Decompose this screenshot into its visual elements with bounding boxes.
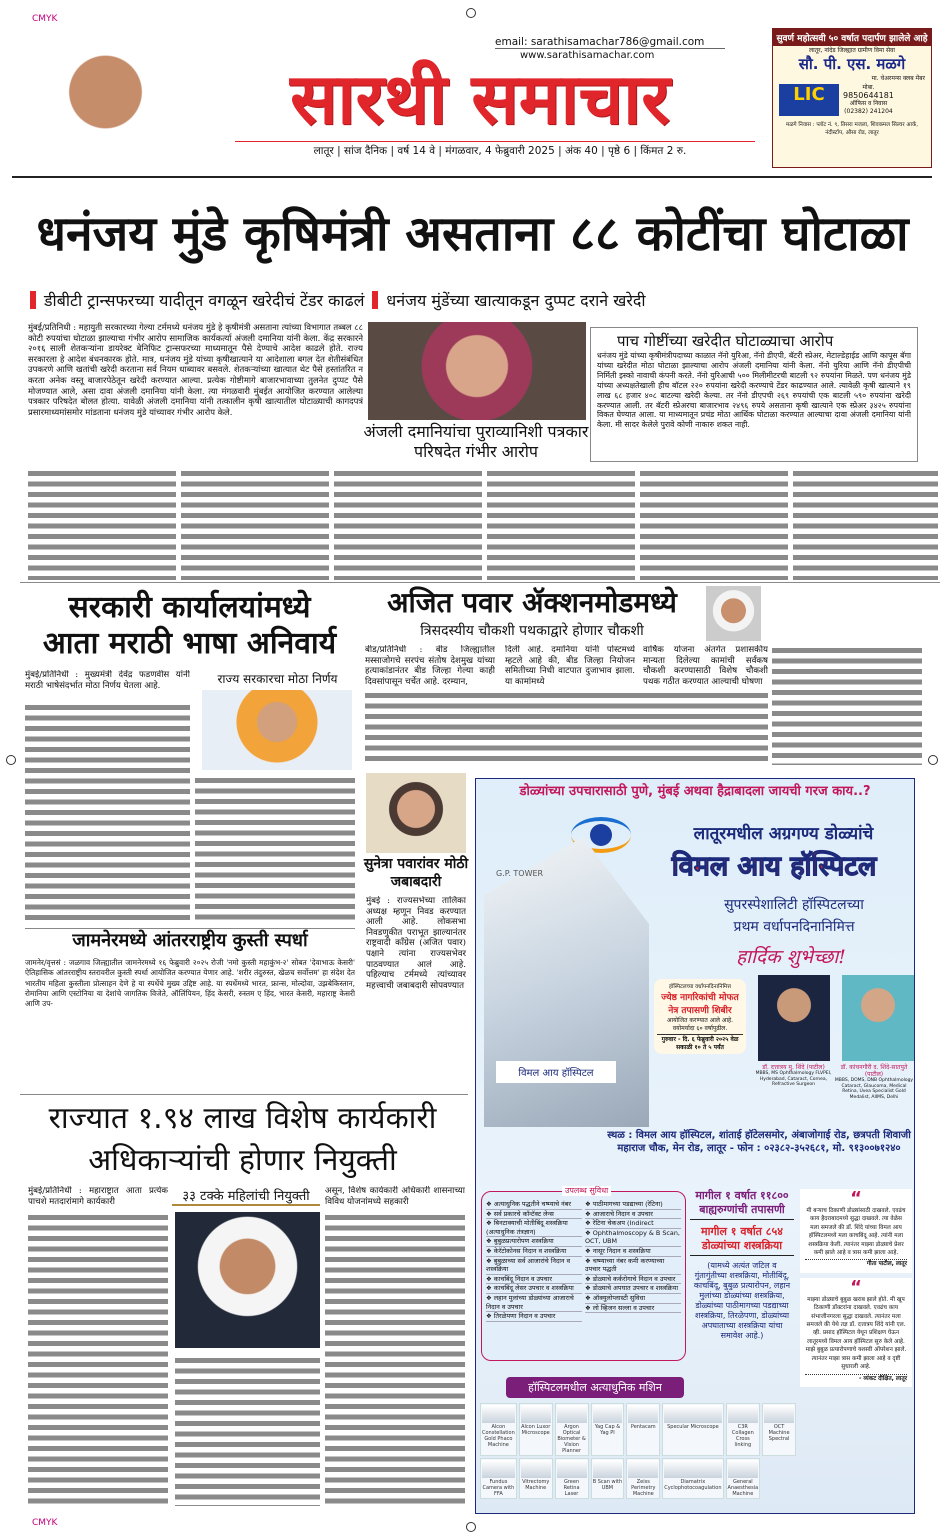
facility-item: ❖ सर्व प्रकारचे कॉन्टॅक्ट लेन्स [486, 1210, 582, 1220]
facility-item: ❖ Ophthalmoscopy & B Scan, OCT, UBM [585, 1228, 680, 1246]
testimonial-card [800, 1189, 912, 1273]
facility-item: ❖ पाठीमागच्या पडद्याच्या (रेटिना) [585, 1200, 681, 1210]
camp-title: ज्येष्ठ नागरिकांची मोफत नेत्र तपासणी शिबीर [661, 993, 739, 1016]
facility-item: ❖ बुबुळाच्या सर्व आजारांचे निदान व शस्त्रक्रिया [486, 1257, 582, 1275]
testimonial-2-text: माझ्या डोळ्याचे बुबुळ खराब झाले होते. मी खूप ठिकाणी डॉक्टरांना दाखवले. एवढंच काय संभाजीनगरला सुद्धा दाखवले. त्यानंतर मला समजले की येथे तज्ञ डॉ. दत्तात्रय शिंदे यांनी एल. व्ही. प्रसाद हॉस्पिटल येथून प्रशिक्षण घेऊन लातूरमध्ये विमल आय हॉस्पिटल सुरु केले आहे. माझे बुबुळ प्रत्यारोपणाचे यशस्वी ऑपरेशन झाले. त्यानंतर माझा त्रास कमी झाला आहे व दृष्टी सुधारली आहे. [805, 1296, 907, 1371]
lead-subhead-2: धनंजय मुंडेंच्या खात्याकडून दुप्पट दराने खरेदी [386, 291, 646, 310]
officers-text-2 [175, 1355, 320, 1506]
machine-label: Alcon Constellation Gold Phaco Machine [482, 1424, 515, 1448]
machine-item [726, 1403, 761, 1456]
camp-note: आयोजित करण्यात आले आहे. वयोमर्यादा ६० वर्षापुढील. [666, 1017, 734, 1032]
stat-note: (यामध्ये अत्यंत जटिल व गुंतागुंतीच्या शस्त्रक्रिया, मोतीबिंदू, काचबिंदू, बुबुळ प्रत्यारोपन, लहान मुलांच्या डोळ्यांच्या शस्त्रक्रिया, डोळ्यांच्या पाठीमागच्या पडद्याच्या शस्त्रक्रिया, तिरळेपणा, डोळ्यांच्या अपघाताच्या शस्त्रक्रिया यांचा समावेश आहे.) [693, 1261, 791, 1340]
dateline: लातूर | सांज दैनिक | वर्ष 14 वे | मंगळवार, 4 फेब्रुवारी 2025 | अंक 40 | पृष्ठे 6 | किंमत 2 रु. [313, 145, 687, 157]
marathi-story-text [25, 702, 190, 924]
testimonial-1-author: गीता पाटील, लातूर [805, 1259, 907, 1268]
machine-item [519, 1403, 553, 1456]
machine-image [728, 1405, 759, 1423]
machine-image [521, 1460, 551, 1478]
lic-logo: LIC [779, 84, 839, 116]
facility-item: ❖ डोळ्याचे कर्करोगाचे निदान व उपचार [585, 1275, 681, 1285]
machines-grid [480, 1403, 796, 1499]
machine-label: Vitrectomy Machine [522, 1479, 550, 1491]
marathi-story-text-2 [195, 775, 355, 925]
ad-top-line: डोळ्यांच्या उपचारासाठी पुणे, मुंबई अथवा हैद्राबादला जायची गरज काय..? [519, 784, 871, 799]
marathi-story-headline [22, 590, 357, 662]
machine-image [728, 1460, 759, 1478]
registration-mark-icon [6, 755, 16, 765]
building-sign: विमल आय हॉस्पिटल [496, 1061, 616, 1083]
marathi-headline-line2: आता मराठी भाषा अनिवार्य [42, 626, 337, 661]
quote-icon: “ [850, 1276, 862, 1298]
officers-body-right: असून, विशेष कार्यकारी अधिकारी शासनाच्या विविध योजनांमध्ये सहकारी [325, 1186, 465, 1207]
ad-hospital-name: विमल आय हॉस्पिटल [671, 851, 877, 882]
lic-address: मळगे निवास : प्लॉट नं. ९, तिसरा मजला, शिवकमल सिल्वर आर्क, नंदीस्टॉप, औसा रोड, लातूर [786, 122, 918, 136]
officers-body-left: मुंबई/प्रतिनिधी : महाराष्ट्रात आता प्रत्येक पाचशे मतदारांमागे कार्यकारी [28, 1186, 168, 1207]
lic-agent-name: सौ. पी. एस. मळगे [798, 55, 906, 73]
facility-item: ❖ केरॅटोकोनस निदान व शस्त्रक्रिया [486, 1247, 582, 1257]
machine-image [521, 1405, 551, 1423]
facility-item: ❖ चष्म्याच्या नंबर कमी करण्याच्या उपचार पद्धती [585, 1257, 681, 1275]
machine-image [628, 1405, 658, 1423]
machine-item [762, 1403, 796, 1456]
doctor-1-name: डॉ. दत्तात्रय मु. शिंदे (पाटील) [762, 1064, 825, 1071]
officers-headline-line2: अधिकाऱ्यांची होणार नियुक्ती [88, 1143, 397, 1178]
facilities-right-list [585, 1200, 681, 1352]
lic-mobile-label: मोबा. [862, 84, 875, 91]
lead-photo-caption: अंजली दमानियांचा पुराव्यानिशी पत्रकार परिषदेत गंभीर आरोप [363, 422, 589, 461]
machine-image [557, 1460, 587, 1478]
quote-icon: “ [850, 1188, 862, 1209]
lead-subheads [30, 289, 920, 311]
registration-mark-icon [928, 755, 938, 765]
cmyk-mark-top: CMYK [32, 14, 58, 24]
machine-label: Argon Optical Biometer & Vision Planner [557, 1424, 586, 1454]
testimonial-2-author: - व्यंकट दीक्षित, लातूर [805, 1374, 907, 1383]
machine-image [628, 1460, 658, 1478]
lead-continued-columns [28, 468, 938, 580]
lic-tagline: लातूर, नांदेड जिल्ह्यात ग्रामीण विमा सेवा [809, 47, 895, 54]
ajit-story-headline: अजित पवार ॲक्शनमोडमध्ये [387, 586, 677, 619]
doctor-1-quals: MBBS, MS Ophthalmology FLVPEI, Hyderabad, Cataract, Cornea, Refractive Surgeon [755, 1071, 832, 1087]
machines-title: हॉस्पिटलमधील अत्याधुनिक मशिन [506, 1377, 684, 1398]
machine-label: Zeiss Perimetry Machine [631, 1479, 656, 1497]
doctor-photo [842, 975, 914, 1061]
stats-column [690, 1189, 794, 1341]
building-label: G.P. TOWER [496, 869, 544, 878]
ajit-story-col2: दिली आहे. दमानिया यांनी पोस्टमध्ये म्हटले आहे की, बीड जिल्हा नियोजन समितीच्या निधी वाटपात दुजाभाव झाला. या कामांमध्ये [505, 645, 635, 687]
ad-sub-line: लातूरमधील अग्रगण्य डोळ्यांचे [693, 824, 874, 844]
masthead-website: www.sarathisamachar.com [520, 50, 655, 61]
facility-item: ❖ अत्याधुनिक पद्धतीने चष्म्याचे नंबर [486, 1200, 582, 1210]
facility-item: ❖ लहान मुलांच्या डोळ्यांच्या आजाराचे निदान व उपचार [486, 1294, 582, 1312]
machine-label: General Anaesthesia Machine [727, 1479, 759, 1497]
machine-item [555, 1458, 589, 1499]
testimonials-column [800, 1189, 912, 1387]
sidebar-box-title: पाच गोष्टींच्या खरेदीत घोटाळ्याचा आरोप [617, 332, 834, 350]
officers-sidehead: ३३ टक्के महिलांची नियुक्ती [172, 1186, 320, 1206]
facility-item: ❖ आजाराचे निदान व उपचार [585, 1210, 681, 1220]
machine-label: Specular Microscope [667, 1424, 719, 1430]
facility-item: ❖ बिनटाक्याची मोतीबिंदू शस्त्रक्रिया (अत्याधुनिक तंत्रज्ञान) [486, 1219, 582, 1237]
anjali-damania-photo [368, 322, 586, 420]
facility-item: ❖ काचबिंदू निदान व उपचार [486, 1275, 582, 1285]
facility-item: ❖ काचबिंदू लेसर उपचार व शस्त्रक्रिया [486, 1284, 582, 1294]
machine-image [482, 1460, 515, 1478]
lic-mobile: 9850644181 [843, 91, 894, 100]
machine-label: C3R Collagen Cross linking [731, 1424, 754, 1448]
machine-item [555, 1403, 589, 1456]
right-column-text [772, 645, 922, 765]
sunetra-body: मुंबई : राज्यसभेच्या तालिका अध्यक्ष म्हणून निवड करण्यात आली आहे. लोकसभा निवडणुकीत पराभूत झाल्यानंतर राष्ट्रवादी काँग्रेस (अजित पवार) पक्षाने त्यांना राज्यसभेवर पाठवण्यात आलं आहे. पहिल्याच टर्ममध्ये त्यांच्यावर महत्त्वाची जबाबदारी सोपवण्यात [366, 896, 466, 991]
machine-label: Diamatrix Cyclophotocoagulation [664, 1479, 722, 1491]
machine-label: Alcon Luxor Microscope [521, 1424, 551, 1436]
ad-anniv-2: प्रथम वर्धापनदिनानिमित्त [733, 919, 855, 935]
ajit-pawar-photo [706, 586, 761, 641]
machine-item [626, 1458, 660, 1499]
machine-item [591, 1458, 625, 1499]
eye-hospital-ad [475, 778, 915, 1514]
sidebar-box-body: धनंजय मुंडे यांच्या कृषीमंत्रीपदाच्या काळात नॅनो युरिआ, नॅनो डीएपी, बॅटरी स्प्रेअर, मेटाल्डेहाईड आणि कापूस बॅगा यांच्या खरेदीत मोठा घोटाळा झाल्याचा आरोप अंजली दमानिया यांनी केला. नॅनो युरिया आणि नॅनो डीएपीची निर्मिती इस्को नावाची कंपनी करते. नॅनो युरिआची ५०० मिलीमीटरची बाटली ९२ रुपयांना मिळते. पण धनंजय मुंडे यांच्या अध्यक्षतेखाली हीच बॉटल २२० रुपयांना खरेदी करण्याचे टेंडर काढण्यात आले. त्यावेळी कृषी खात्याने १९ लाख ६८ हजार ४०८ बाटल्या खरेदी केल्या. तर नॅनो डीएपची २६९ रुपयांची एक बाटली ५९० रुपयांना खरेदी करण्यात आली. तर बॅटरी स्प्रेअरचा बाजारभाव २४९६ रुपये असताना कृषी खात्याने एक स्प्रेअर ३४२५ रुपयांना विकत घेण्यात आला. या माध्यमातून प्रचंड मोठा आर्थिक घोटाळा करण्यात आल्याचा दावा अंजली दमानिया यांनी केला. मी सादर केलेले पुरावे कोणी नाकारु शकत नाही. [597, 351, 911, 430]
camp-intro: हॉस्पिटलच्या वर्धापनदिनानिमित्त [669, 984, 731, 990]
marathi-story-body: मुंबई/प्रतिनिधी : मुख्यमंत्री देवेंद्र फडणवीस यांनी मराठी भाषेसंदर्भात मोठा निर्णय घेतला आहे. [25, 670, 190, 691]
registration-mark-icon [466, 8, 476, 18]
facility-item: ❖ लो व्हिजन सल्ला व उपचार [585, 1304, 681, 1314]
lead-body: मुंबई/प्रतिनिधी : महायुती सरकारच्या गेल्या टर्ममध्ये धनंजय मुंडे हे कृषीमंत्री असताना त्यांच्या विभागात तब्बल ८८ कोटी रुपयांचा घोटाळा झाल्याचा गंभीर आरोप सामाजिक कार्यकर्त्या अंजली दमानिया यांनी केला. केंद्र सरकारने २०१६ साली शेतकऱ्यांना डायरेक्ट बेनिफिट ट्रान्सफरच्या माध्यमातून पैसे देण्याचे आदेश काढले होते. राज्य सरकारला हे आदेश बंधनकारक होते. मात्र, धनंजय मुंडे यांच्या कृषीखात्याने या आदेशाला बगल देत शेतीसंबंधित उपकरणे आणि खतांची खरेदी करताना सर्व नियम धाब्यावर बसवले. शेतकऱ्यांच्या खात्यात थेट पैसे हस्तांतरित न करता अनेक वस्तू बाजारपेठेतून खरेदी करण्यात आल्या. प्रत्येक गोष्टीमागे बाजारभावाच्या तुलनेत दुप्पट पैसे मोजण्यात आले, असा दावा अंजली दमानिया यांनी केला. त्या मंगळवारी मुंबईत आयोजित करण्यात आलेल्या पत्रकार परिषदेत बोलत होत्या. यावेळी अंजली दमानिया यांनी तत्कालीन कृषी खात्यातील घोटाळ्याची कागदपत्रं प्रसारमाध्यमांसमोर मांडताना धनंजय मुंडे यांच्यावर गंभीर आरोप केले. [28, 322, 363, 417]
machine-label: OCT Machine Spectral [768, 1424, 790, 1442]
camp-date: गुरुवार - दि. ६ फेब्रुवारी २०२५ वेळ सकाळी १० ते ५ पर्यंत [657, 1034, 743, 1051]
lic-phone: (02382) 241204 [844, 108, 893, 115]
doctor-2-info [834, 1064, 914, 1100]
testimonial-card [800, 1278, 912, 1387]
facility-item: ❖ डोळ्याचे अपघात उपचार व शस्त्रक्रिया [585, 1284, 681, 1294]
facility-item: ❖ रेटिना चेकअप (Indirect [585, 1219, 681, 1229]
registration-mark-icon [466, 1522, 476, 1532]
ajit-story-text [365, 690, 768, 765]
facilities-box [481, 1186, 686, 1361]
cmyk-mark-bottom: CMYK [32, 1518, 58, 1528]
marathi-story-sidehead: राज्य सरकारचा मोठा निर्णय [217, 672, 338, 686]
officers-text-1 [28, 1212, 168, 1506]
doctor-2-quals: MBBS, DOMS, DNB Ophthalmology Cataract, Glaucoma, Medical Retina, Uvea Specialist Gold Medalist, AIIMS, Delhi [834, 1078, 914, 1100]
facilities-title: उपलब्ध सुविधा [562, 1186, 611, 1196]
lead-sidebar-box [590, 327, 918, 462]
machine-item [626, 1403, 660, 1456]
machine-image [593, 1460, 623, 1478]
masthead-title: सारथी समाचार [290, 58, 670, 140]
sunetra-caption: सुनेत्रा पवारांवर मोठी जबाबदारी [363, 856, 469, 890]
lic-ad [772, 28, 932, 168]
machine-label: B Scan with UBM [592, 1479, 623, 1491]
lic-office-label: ऑफिस व निवास [849, 100, 888, 107]
marathi-headline-line1: सरकारी कार्यालयांमध्ये [68, 590, 311, 625]
machine-image [664, 1460, 721, 1478]
lic-banner: सुवर्ण महोत्सवी ५० वर्षात पदार्पण झालेले आहे [773, 29, 931, 46]
testimonial-1-text: मी बऱ्याच ठिकाणी डोळ्यांसाठी दाखवले. एवढंच काय हैदराबादमध्ये सुद्धा दाखवले. त्या वेळेस मला समजले की डॉ. शिंदे यांच्या विमल आय हॉस्पिटलमध्ये मला काचबिंदू आहे. त्यांनी मला शस्त्रक्रिया केली. त्यानंतर माझ्या डोळ्याचे प्रेशर कमी झाले आहे व त्रास कमी झाला आहे. [806, 1208, 906, 1257]
lead-subhead-1: डीबीटी ट्रान्सफरच्या यादीतून वगळून खरेदीचं टेंडर काढलं [44, 291, 365, 310]
ad-address: स्थळ : विमल आय हॉस्पिटल, शांताई हॉटेलसमोर, अंबाजोगाई रोड, छत्रपती शिवाजी महाराज चौक, मेन रोड, लातूर - फोन : ०२३८२-३५२६८१, मो. ९१३००७१२४० [607, 1130, 911, 1154]
facility-item: ❖ नासूर निदान व शस्त्रक्रिया [585, 1247, 681, 1257]
machine-item [480, 1403, 517, 1456]
machine-image [557, 1405, 587, 1423]
officers-headline [20, 1098, 465, 1182]
machine-image [482, 1405, 515, 1423]
ajit-story-subhead: त्रिसदस्यीय चौकशी पथकाद्वारे होणार चौकशी [420, 623, 644, 639]
fadnavis-photo [202, 690, 352, 770]
facility-item: ❖ तिरळेपणा निदान व उपचार [486, 1312, 582, 1322]
doctor-1-info [751, 1064, 836, 1088]
hospital-building-image [484, 837, 649, 1127]
facility-item: ❖ ऑक्युलोप्लास्टी सुविधा [585, 1294, 681, 1304]
facilities-left-list [486, 1200, 582, 1352]
machine-label: Yag Cap & Yag PI [594, 1424, 621, 1436]
machine-item [519, 1458, 553, 1499]
ad-wishes: हार्दिक शुभेच्छा! [736, 946, 846, 968]
facility-item: ❖ बुबुळप्रत्यारोपण शस्त्रक्रिया [486, 1237, 582, 1247]
sunetra-pawar-photo [366, 773, 466, 853]
officers-text-3 [325, 1212, 465, 1506]
lic-role: मा. चेअरमन्स क्लब मेंबर [871, 75, 925, 82]
machine-label: Fundus Camera with FFA [482, 1479, 515, 1497]
doctor-2-name: डॉ. कांचनगौरी द. शिंदे-सातपुते (पाटील) [840, 1064, 908, 1078]
jamner-headline: जामनेरमध्ये आंतरराष्ट्रीय कुस्ती स्पर्धा [72, 930, 308, 951]
machine-label: Pentacam [630, 1424, 656, 1430]
ajit-story-col3: वार्षिक योजना अंतर्गत प्रशासकीय मान्यता दिलेल्या कामांची सर्वंकष चौकशी करण्यासाठी विशेष चौकशी पथक गठीत करण्यात आल्याची घोषणा [643, 645, 768, 687]
machine-item [726, 1458, 761, 1499]
machine-item [662, 1403, 723, 1456]
ad-anniv-1: सुपरस्पेशालिटी हॉस्पिटलच्या [724, 897, 864, 913]
machine-item [662, 1458, 723, 1499]
masthead-email: email: sarathisamachar786@gmail.com [495, 36, 725, 49]
stat-surgeries: मागील १ वर्षात ८५४ डोळ्यांच्या शस्त्रक्रिया [690, 1225, 794, 1256]
machine-label: Green Retina Laser [563, 1479, 580, 1497]
officers-headline-line1: राज्यात १.९४ लाख विशेष कार्यकारी [48, 1101, 437, 1136]
officer-minister-photo [175, 1212, 320, 1348]
machine-image [593, 1405, 623, 1423]
stat-outpatients: मागील १ वर्षात ११८०० बाह्यरुग्णांची तपासणी [690, 1189, 794, 1220]
lead-headline: धनंजय मुंडे कृषिमंत्री असताना ८८ कोटींचा घोटाळा [36, 206, 909, 262]
doctor-photo [758, 975, 830, 1061]
politician-photo [18, 38, 193, 173]
machine-item [480, 1458, 517, 1499]
jamner-body: जामनेर/वृत्तसं : जळगाव जिल्ह्यातील जामनेरमध्ये १६ फेब्रुवारी २०२५ रोजी 'नमो कुस्ती महाकुंभ-२' सोबत 'देवाभाऊ केसरी' ऐतिहासिक आंतरराष्ट्रीय स्तरावरील कुस्ती स्पर्धा आयोजित करण्यात येणार आहे. 'शरीर तंदुरुस्त, खेळच सर्वोत्तम' हा संदेश देत भारतीय महिला कुस्तीला प्रोत्साहन देणे हे या स्पर्धेचे मुख्य उद्दिष्ट आहे. या स्पर्धेमध्ये भारत, फ्रान्स, मोल्दोवा, उझबेकिस्तान, रोमानिया आणि एस्टोनिया या देशांचे जागतिक विजेते, ऑलिंपियन, हिंद केसरी, रुस्तम ए हिंद, भारत केसरी, महाराष्ट्र केसरी आणि उप- [25, 958, 355, 1009]
free-camp-box [654, 979, 746, 1054]
ajit-story-col1: बीड/प्रतिनिधी : बीड जिल्ह्यातील मस्साजोगचे सरपंच संतोष देशमुख यांच्या हत्याकांडानंतर बीड जिल्हा गेल्या काही दिवसांपासून चर्चेत आहे. दरम्यान, [365, 645, 495, 687]
machine-item [591, 1403, 625, 1456]
machine-image [664, 1405, 721, 1423]
machine-image [764, 1405, 794, 1423]
